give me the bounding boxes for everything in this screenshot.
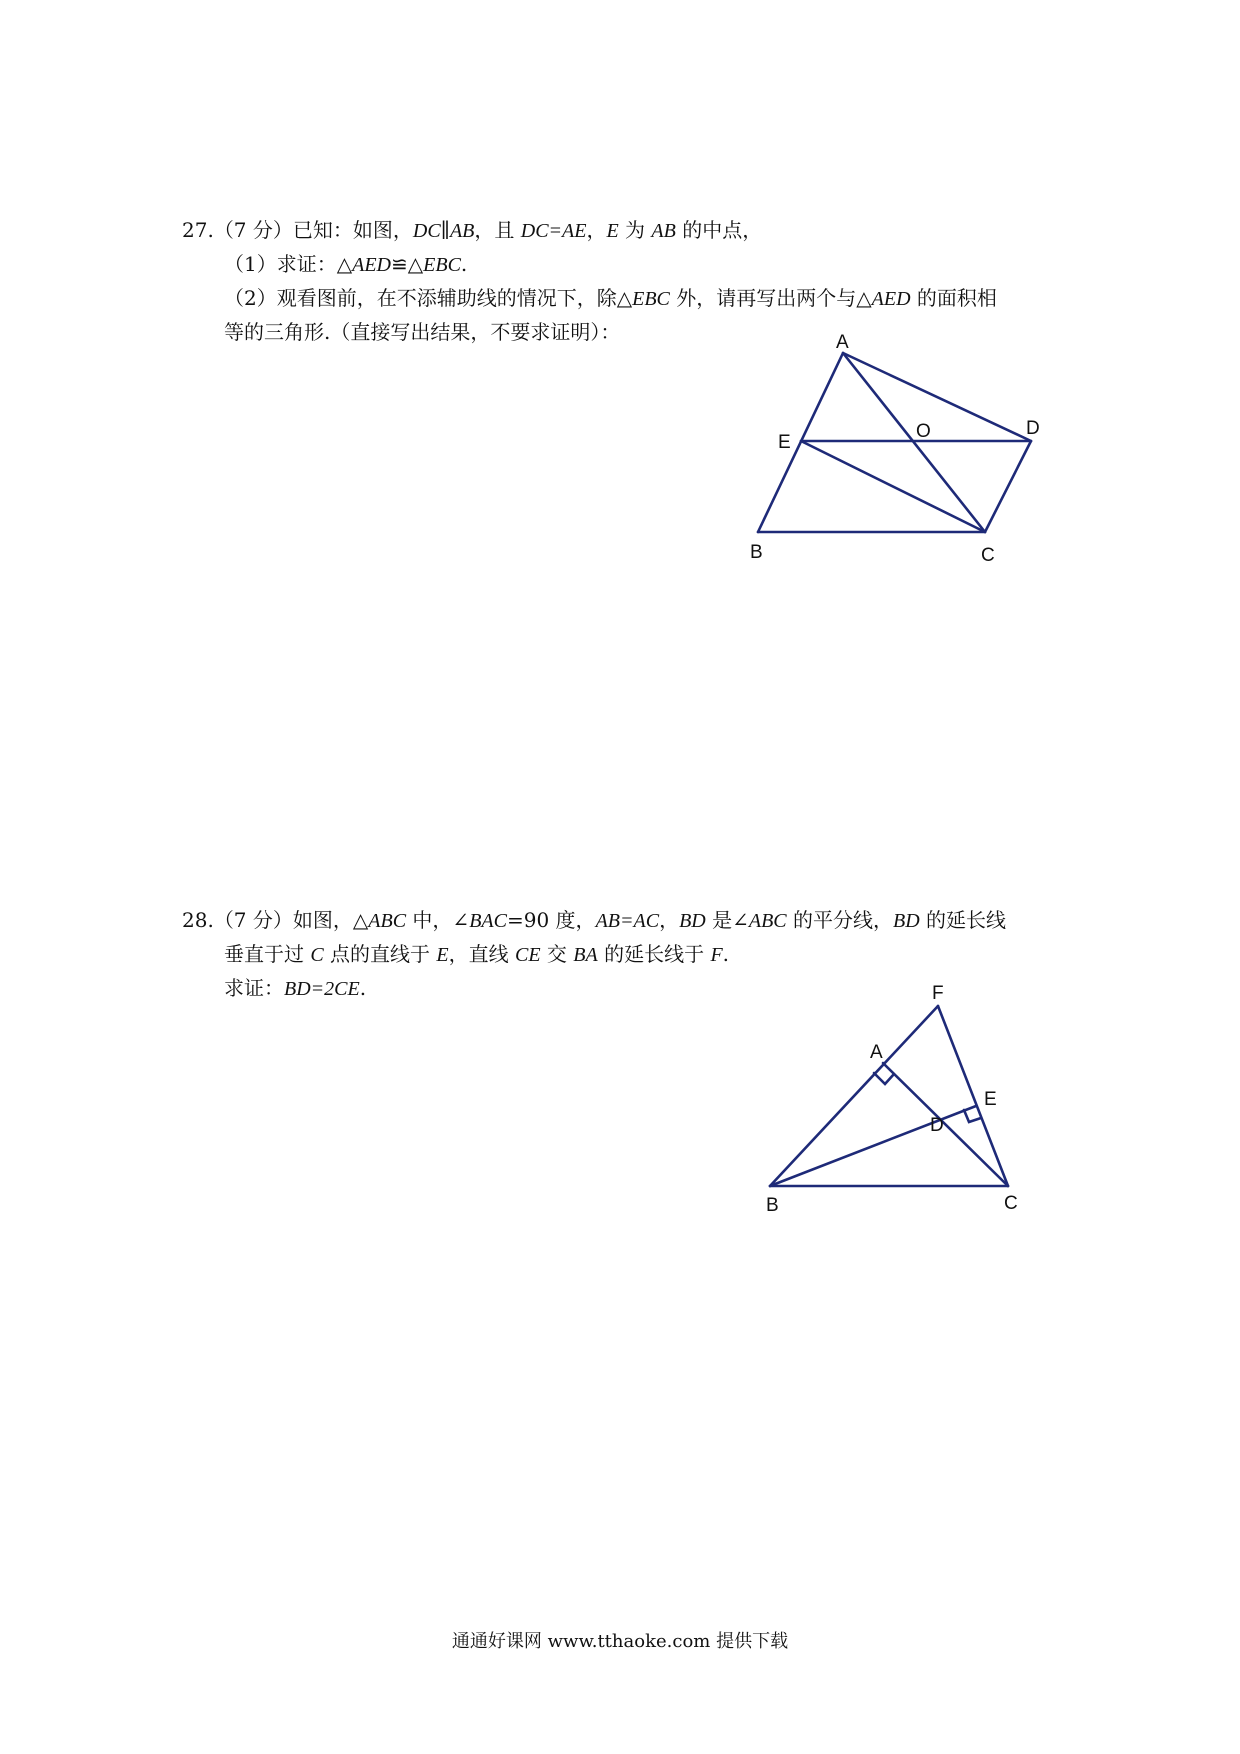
segment-EC	[801, 441, 985, 532]
q27-line-1: 27.（7 分）已知：如图，DC∥AB，且 DC=AE，E 为 AB 的中点，	[182, 218, 763, 242]
label-A: A	[836, 332, 849, 353]
label-B: B	[766, 1195, 779, 1216]
label-D: D	[930, 1115, 944, 1136]
label-E: E	[778, 432, 791, 453]
q27-number: 27	[182, 218, 208, 242]
segment-FC	[938, 1006, 1008, 1186]
label-E: E	[984, 1089, 997, 1110]
q27-part-2-cont: 等的三角形.（直接写出结果，不要求证明）：	[224, 320, 621, 344]
q27-part-2: （2）观看图前，在不添辅助线的情况下，除△EBC 外，请再写出两个与△AED 的面积相	[224, 286, 997, 310]
segment-BE	[770, 1106, 976, 1186]
segment-AC	[843, 353, 985, 532]
right-angle-mark-A	[874, 1073, 894, 1084]
q27-figure	[740, 330, 1060, 570]
q27-points: （7 分）	[213, 218, 293, 242]
segment-AC	[883, 1063, 1008, 1186]
label-C: C	[981, 545, 995, 566]
q28-number: 28	[182, 908, 208, 932]
segment-CD	[985, 441, 1031, 532]
label-F: F	[932, 983, 944, 1004]
label-C: C	[1004, 1193, 1018, 1214]
q28-figure	[750, 975, 1050, 1215]
segment-AD	[843, 353, 1031, 441]
q28-line-1: 28.（7 分）如图，△ABC 中，∠BAC=90 度，AB=AC，BD 是∠ABC 的平分线，BD 的延长线	[182, 908, 1007, 932]
page-footer: 通通好课网 www.tthaoke.com 提供下载	[451, 1631, 789, 1652]
label-B: B	[750, 542, 763, 563]
segment-BF	[770, 1006, 938, 1186]
q27-part-1: （1）求证：△AED≌△EBC.	[224, 252, 468, 276]
segment-AB	[758, 353, 843, 532]
q28-points: （7 分）	[213, 908, 293, 932]
q28-line-2: 垂直于过 C 点的直线于 E，直线 CE 交 BA 的延长线于 F.	[224, 942, 730, 966]
label-O: O	[916, 421, 931, 442]
label-A: A	[870, 1042, 883, 1063]
q28-line-3: 求证：BD=2CE.	[224, 976, 367, 1000]
label-D: D	[1026, 418, 1040, 439]
